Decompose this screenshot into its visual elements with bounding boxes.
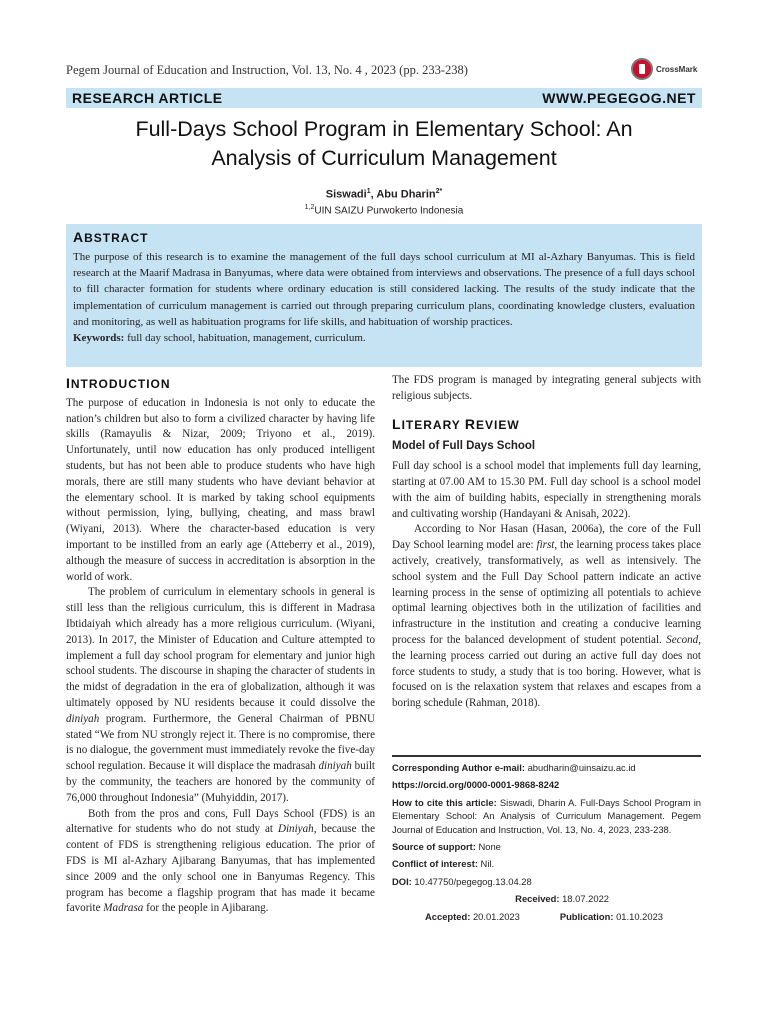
title-line-2: Analysis of Curriculum Management [211,146,557,170]
accepted-date: Accepted: 20.01.2023 [425,910,520,922]
article-type: RESEARCH ARTICLE [72,90,223,106]
conflict-of-interest: Conflict of interest: Nil. [392,858,495,870]
affiliation [66,204,702,216]
author-2: , Abu Dharin [370,188,436,201]
review-paragraph-1: Full day school is a school model that implements full day learning, starting at 07.00 AM to 15.30 PM. Full day school is a school model with the aim of building habits, especially in strengthening morals and cultivating worship (Handayani & Anisah, 2022). [392,460,701,520]
crossmark-badge[interactable] [631,58,697,80]
left-column [66,376,375,917]
author-2-affil: 2* [435,188,443,195]
intro-paragraph-1: The purpose of education in Indonesia is not only to educate the nation’s children but also to form a civilized character by having life skills (Ramayulis & Nizar, 2009; Triyono et al., 2019). Unfortunately, until now education has only produced intelligent students, but has not been able to produce students who have high morals, there are still many students who have deviant behavior at the elementary school. It is marked by taking school equipments without permission, lying, bullying, cheating, and mass brawl (Wiyani, 2013). Where the character-based education is very important to be instilled from an early age (Atteberry et al., 2019), although the measure of success in accreditation is absorption in the world of work. [66,396,375,583]
keywords [73,332,695,344]
literary-review-heading: LITERARY REVIEW [392,415,520,432]
accepted-publication-dates [392,910,701,923]
review-paragraph-2: According to Nor Hasan (Hasan, 2006a), the core of the Full Day School learning model are: first, the learning process takes place actively, creatively, transformatively, as well as intensively. The school system and the Full Day School pattern indicate an active learning process in the sense of optimizing all potentials to achieve optimal learning objectives both in the utilization of facilities and infrastructure in the institution and creating a conducive learning process for the balanced development of student potential. Second, the learning process carried out during an active full day does not force students to study, a study that is too boring. However, what is focused on is the relaxation system that relaxes and escapes from a boring schedule (Rahman, 2018). [392,523,701,710]
orcid-link[interactable]: https://orcid.org/0000-0001-9868-8242 [392,779,560,791]
author-list [66,188,702,201]
article-banner [66,88,702,108]
keywords-text: full day school, habituation, management, curriculum. [127,332,366,345]
title-line-1: Full-Days School Program in Elementary School: An [135,117,633,141]
right-column [392,373,701,712]
abstract-text: The purpose of this research is to examine the management of the full days school curriculum at MI al-Azhary Banyumas. This is field research at the Maarif Madrasa in Banyumas, where data were obtained from interviews and observations. The presence of a full days school to fill character formation for students where ordinary education is still considered lacking. The results of the study indicate that the implementation of curriculum management is carried out through preparing curriculum plans, coordinating knowledge clusters, evaluation and monitoring, as well as habituation programs for life skills, and habituation of worship practices. [73,251,695,328]
crossmark-icon [631,58,653,80]
article-info-box [392,755,701,927]
intro-paragraph-4: The FDS program is managed by integrating general subjects with religious subjects. [392,374,701,402]
intro-paragraph-3: Both from the pros and cons, Full Days School (FDS) is an alternative for students who do not study at Diniyah, because the content of FDS is strengthening religious education. The prior of FDS is MI al-Azhary Ajibarang Banyumas, that has implemented since 2009 and the only school one in Banyumas Regency. This program has become a flagship program that has made it became favorite Madrasa for the people in Ajibarang. [66,807,375,915]
received-date: Received: 18.07.2022 [515,893,609,905]
keywords-label: Keywords: [73,332,125,345]
journal-citation-line: Pegem Journal of Education and Instruction, Vol. 13, No. 4 , 2023 (pp. 233-238) [66,63,468,77]
how-to-cite: How to cite this article: Siswadi, Dharin A. Full-Days School Program in Elementary School: An Analysis of Curriculum Management. Pegem Journal of Education and Instruction, Vol. 13, No. 4, 2023, 233-238. [392,796,701,835]
intro-paragraph-2: The problem of curriculum in elementary schools in general is still less than the religious curriculum, this is different in Madrasa Ibtidaiyah which already has a more religious curriculum. (Wiyani, 2013). In 2017, the Minister of Education and Culture attempted to implement a full day school program for elementary and junior high school students. The discourse in shaping the character of students in the midst of degradation in the era of globalization, although it was ultimately opposed by NU residents because it could dissolve the diniyah program. Furthermore, the General Chairman of PBNU stated “We from NU strongly reject it. There is no compromise, there is no dialogue, the government must immediately revoke the five-day school regulation. Because it will displace the madrasah diniyah built by the community, the teachers are honored by the community of 76,000 throughout Indonesia” (Muhyiddin, 2017). [66,586,375,804]
affiliation-text: UIN SAIZU Purwokerto Indonesia [314,205,464,217]
article-title [66,115,702,173]
subheading-model: Model of Full Days School [392,440,536,453]
affiliation-marker: 1,2 [304,204,315,211]
doi[interactable]: DOI: 10.47750/pegegog.13.04.28 [392,875,532,887]
journal-website-link[interactable]: WWW.PEGEGOG.NET [542,90,696,106]
author-1: Siswadi [325,188,367,201]
abstract-heading: ABSTRACT [73,229,149,245]
corresponding-email: Corresponding Author e-mail: abudharin@uinsaizu.ac.id [392,762,636,773]
introduction-heading: INTRODUCTION [66,375,171,391]
email-link[interactable]: abudharin@uinsaizu.ac.id [527,762,636,773]
publication-date: Publication: 01.10.2023 [559,910,663,922]
source-of-support: Source of support: None [392,841,501,853]
abstract-box [66,224,702,367]
author-1-affil: 1 [366,188,371,195]
crossmark-label: CrossMark [656,64,698,74]
